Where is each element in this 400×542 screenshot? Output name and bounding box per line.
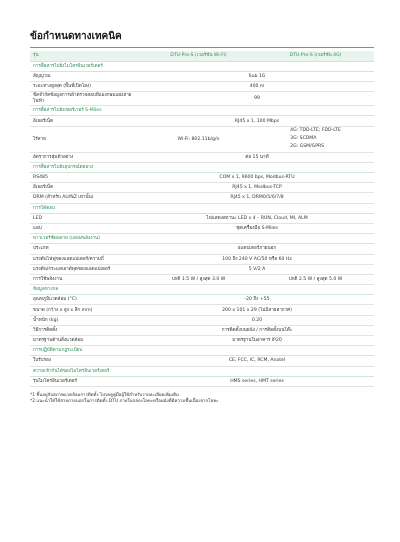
row-label: รุ่นไมโครอินเวอร์เตอร์ (30, 376, 140, 386)
row-value: COM x 1, 9600 bps, Modbus-RTU (140, 173, 374, 183)
row-value: RJ45 x 1, 100 Mbps (140, 116, 374, 126)
footnotes (30, 393, 374, 405)
row-value: ชุดเครื่องมือ S-Miles (140, 223, 374, 233)
row-value: ไฟแสดงสถานะ LED x 4 – RUN, Cloud, MI, ALM (140, 213, 374, 223)
section-title: การสื่อสารไปยังเซอร์เวอร์ S-Miles (30, 106, 374, 116)
row-label: น้ำหนัก (kg) (30, 315, 140, 325)
row-label: ขีดจำกัดข้อมูลการเฝ้าตรวจสอบที่แผงกษมแผ่งสายไฟฟ้า (30, 92, 140, 106)
row-label: ไร้สาย (30, 126, 140, 152)
table-row (30, 295, 374, 305)
table-row (30, 126, 374, 152)
table-row (30, 254, 374, 264)
row-label: อุณหภูมิแวดล้อม (°C) (30, 295, 140, 305)
cellular-4g: 4G: TDD-LTE; FDD-LTE (290, 128, 341, 134)
row-value-4g: ปกติ 2.5 W / สูงสุด 5.0 W (257, 274, 374, 284)
table-row (30, 183, 374, 193)
row-label: LED (30, 213, 140, 223)
row-label: สัญญาณ (30, 71, 140, 81)
header-model: รุ่น (30, 51, 140, 61)
row-value: 99 (140, 92, 374, 106)
table-row (30, 376, 374, 386)
row-value: การติดตั้งบนผนัง / การติดตั้งบนโต๊ะ (140, 325, 374, 335)
section-title: พาวเวอร์ซัพพลาย (แหล่งพลังงาน) (30, 234, 374, 244)
row-label: การใช้พลังงาน (30, 274, 140, 284)
table-row (30, 82, 374, 92)
cellular-list (290, 127, 341, 151)
section-header (30, 106, 374, 116)
table-row (30, 274, 374, 284)
table-row (30, 264, 374, 274)
row-value: 5 V/2 A (140, 264, 374, 274)
row-label: DRM (สำหรับ AU/NZ เท่านั้น) (30, 193, 140, 203)
section-header (30, 366, 374, 376)
section-title: การสื่อสารไปยังอุปกรณ์ต่อพ่วง (30, 162, 374, 172)
row-value: HMS series, HMT series (140, 376, 374, 386)
row-label: ขนาด (กว้าง x สูง x ลึก mm) (30, 305, 140, 315)
row-value: Sub 1G (140, 71, 374, 81)
section-header (30, 203, 374, 213)
section-header (30, 346, 374, 356)
section-header (30, 234, 374, 244)
row-value: RJ45 x 1, Modbus-TCP (140, 183, 374, 193)
table-header-row (30, 51, 374, 61)
row-label: แรงดันไฟฟูของแอดแปเตอร์/ความถี่ (30, 254, 140, 264)
section-header (30, 162, 374, 172)
section-title: ความเข้ากันได้ของไมโครอินเวอร์เตอร์ (30, 366, 374, 376)
row-value: RJ45 x 1, DRM0/5/6/7/8 (140, 193, 374, 203)
table-row (30, 244, 374, 254)
row-label: แอป (30, 223, 140, 233)
row-value: 100 ถึง 240 V AC/50 หรือ 60 Hz (140, 254, 374, 264)
title-divider (30, 47, 374, 48)
table-row (30, 116, 374, 126)
row-value-4g (257, 126, 374, 152)
row-label: วิธีการติดตั้ง (30, 325, 140, 335)
table-row (30, 213, 374, 223)
table-row (30, 92, 374, 106)
row-value: 400 m (140, 82, 374, 92)
cellular-2g: 2G: GSM/GPRS (290, 144, 325, 150)
table-row (30, 325, 374, 335)
cellular-3g: 3G: SCDMA (290, 136, 317, 142)
row-value: มาตรฐานในอาคาร IP20 (140, 336, 374, 346)
section-title: ข้อมูลทางกล (30, 285, 374, 295)
row-value: 200 x 101 x 29 (ไม่มีสายอากาศ) (140, 305, 374, 315)
row-label: RS485 (30, 173, 140, 183)
row-label: ระยะทางสูงสุด (พื้นที่เปิดโล่ง) (30, 82, 140, 92)
table-row (30, 315, 374, 325)
table-row (30, 71, 374, 81)
row-value-wifi: ปกติ 1.5 W / สูงสุด 3.0 W (140, 274, 257, 284)
section-header (30, 285, 374, 295)
table-row (30, 305, 374, 315)
page-title: ข้อกำหนดทางเทคนิค (30, 31, 122, 42)
row-value-wifi: Wi-Fi: 802.11b/g/n (140, 126, 257, 152)
table-row (30, 173, 374, 183)
footnote-1: *1 ขึ้นอยู่กับสภาพแวดล้อมการติดตั้ง ไปรดดูคู่มือผู้ใช้สำหรับรายละเอียดเพิ่มเติม (30, 392, 179, 398)
row-label: มาตรฐานด้านสิ่งแวดล้อม (30, 336, 140, 346)
footnote-2: *2 แนะนำให้ใช้สายภายนอกในการติดตั้ง DTU ภายในกล่องโลหะหรือผนังที่มีความชื้นเนื่องจากโลหะ (30, 398, 219, 404)
row-value: 0.20 (140, 315, 374, 325)
row-label: แรงดัน/กระแสเอาต์พุตของแอดแปเตอร์ (30, 264, 140, 274)
table-row (30, 152, 374, 162)
row-label: ใบรับรอง (30, 356, 140, 366)
table-row (30, 193, 374, 203)
row-value: CE, FCC, IC, RCM, Anatel (140, 356, 374, 366)
row-value: ต่อ 15 นาที (140, 152, 374, 162)
header-wifi-version: DTU-Pro-S (เวอร์ชัน Wi-Fi) (140, 51, 257, 61)
header-4g-version: DTU-Pro-S (เวอร์ชัน 4G) (257, 51, 374, 61)
row-value: อแดปเตอร์ภายนอก (140, 244, 374, 254)
table-row (30, 356, 374, 366)
table-row (30, 336, 374, 346)
row-label: อัตราการสุ่มตัวอย่าง (30, 152, 140, 162)
section-header (30, 61, 374, 71)
section-title: การโต้ตอบ (30, 203, 374, 213)
section-title: การสื่อสารไปยังไมโครอินเวอร์เตอร์ (30, 61, 374, 71)
row-label: อีเธอร์เน็ต (30, 116, 140, 126)
spec-table (30, 51, 374, 387)
row-label: ประเภท (30, 244, 140, 254)
row-label: อีเธอร์เน็ต (30, 183, 140, 193)
table-row (30, 223, 374, 233)
section-title: การปฏิบัติตามกฎระเบียบ (30, 346, 374, 356)
row-value: -20 ถึง +55 (140, 295, 374, 305)
